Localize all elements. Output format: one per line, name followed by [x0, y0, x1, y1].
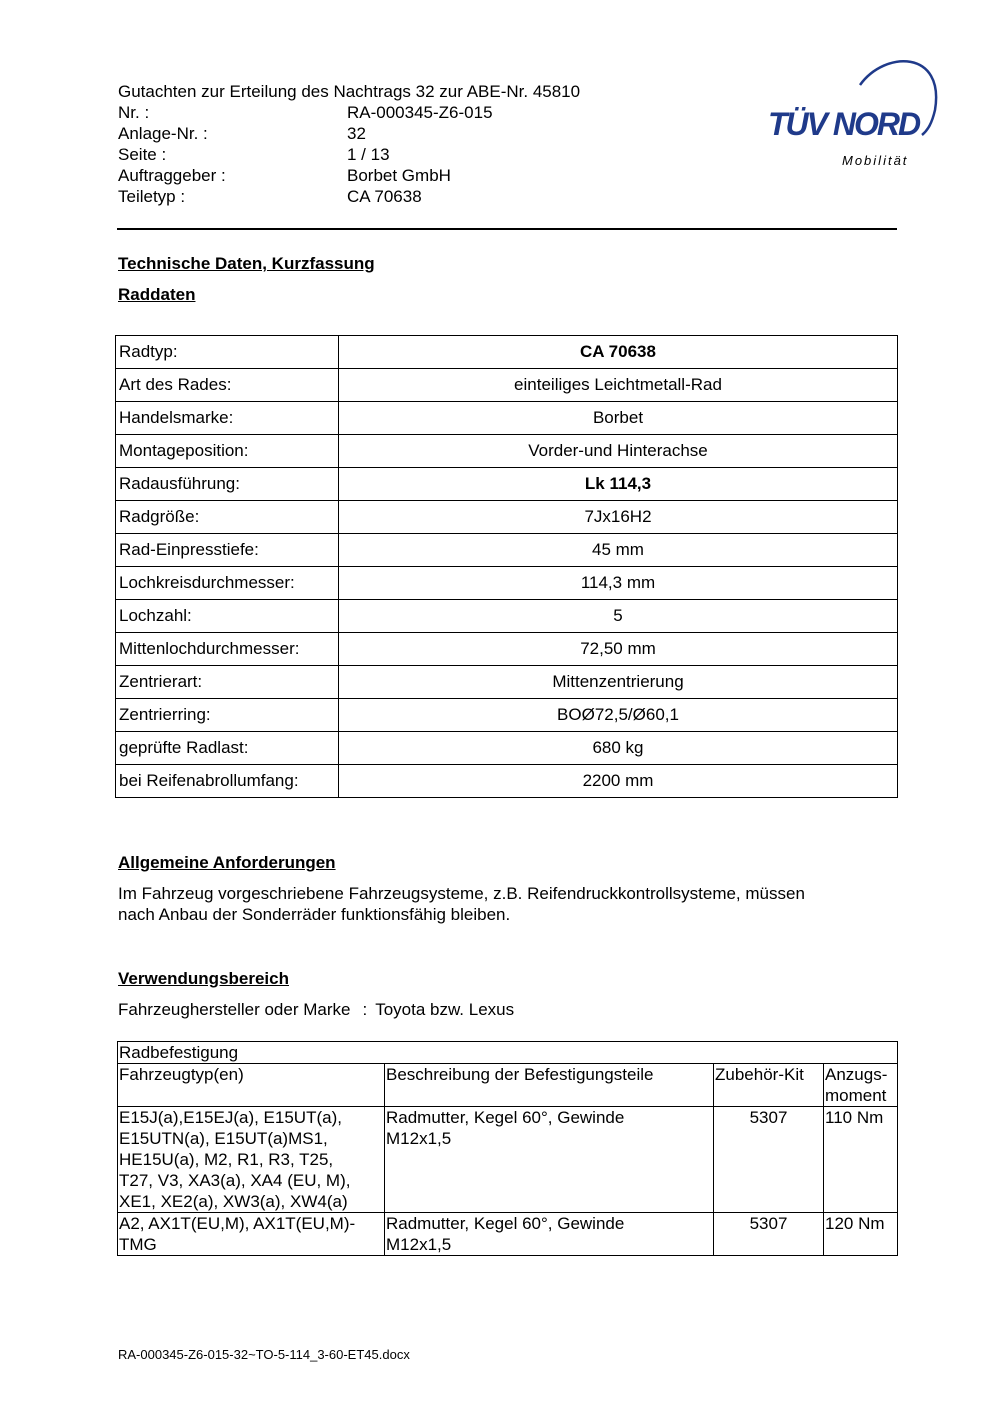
section-title-usage: Verwendungsbereich	[118, 969, 289, 988]
wheel-data-row	[116, 468, 898, 501]
vehicle-types-line: T27, V3, XA3(a), XA4 (EU, M),	[119, 1171, 351, 1190]
accessory-kit-cell: 5307	[714, 1213, 824, 1256]
meta-row-auftraggeber	[118, 165, 451, 186]
wheel-data-value: CA 70638	[339, 336, 898, 369]
header-torque-line-1: Anzugs-	[825, 1065, 888, 1084]
tuv-nord-logo	[760, 55, 945, 170]
meta-value: RA-000345-Z6-015	[347, 103, 493, 122]
description-line: M12x1,5	[386, 1129, 452, 1148]
wheel-data-label: bei Reifenabrollumfang:	[116, 765, 339, 798]
description-cell	[385, 1107, 714, 1213]
wheel-data-value: 2200 mm	[339, 765, 898, 798]
header-torque-line-2: moment	[825, 1086, 887, 1105]
header-accessory-kit: Zubehör-Kit	[714, 1064, 824, 1107]
wheel-data-label: Radgröße:	[116, 501, 339, 534]
wheel-data-label: Art des Rades:	[116, 369, 339, 402]
meta-row-seite	[118, 144, 390, 165]
header-rule	[117, 228, 897, 230]
wheel-data-value: 7Jx16H2	[339, 501, 898, 534]
wheel-data-row	[116, 633, 898, 666]
wheel-data-row	[116, 336, 898, 369]
torque-cell: 110 Nm	[824, 1107, 898, 1213]
vehicle-types-line: HE15U(a), M2, R1, R3, T25,	[119, 1150, 334, 1169]
header-torque	[824, 1064, 898, 1107]
meta-value: 32	[347, 124, 366, 143]
wheel-data-value: 114,3 mm	[339, 567, 898, 600]
wheel-data-row	[116, 369, 898, 402]
section-title-requirements: Allgemeine Anforderungen	[118, 853, 336, 872]
meta-row-teiletyp	[118, 186, 422, 207]
meta-key: Anlage-Nr. :	[118, 124, 208, 143]
wheel-data-value: Vorder-und Hinterachse	[339, 435, 898, 468]
description-line: Radmutter, Kegel 60°, Gewinde	[386, 1214, 625, 1233]
wheel-data-label: Lochzahl:	[116, 600, 339, 633]
wheel-data-label: Radtyp:	[116, 336, 339, 369]
wheel-data-value: 72,50 mm	[339, 633, 898, 666]
vehicle-types-line: TMG	[119, 1235, 157, 1254]
meta-value: CA 70638	[347, 187, 422, 206]
vehicle-types-line: E15J(a),E15EJ(a), E15UT(a),	[119, 1108, 342, 1127]
wheel-data-label: Zentrierring:	[116, 699, 339, 732]
svg-text:Mobilität: Mobilität	[842, 153, 909, 168]
wheel-data-value: Lk 114,3	[339, 468, 898, 501]
tuv-nord-logo-graphic	[760, 55, 945, 170]
vehicle-types-line: A2, AX1T(EU,M), AX1T(EU,M)-	[119, 1214, 356, 1233]
meta-key: Auftraggeber :	[118, 166, 226, 185]
vehicle-types-line: E15UTN(a), E15UT(a)MS1,	[119, 1129, 328, 1148]
vehicle-types-cell	[118, 1213, 385, 1256]
header-description: Beschreibung der Befestigungsteile	[385, 1064, 714, 1107]
manufacturer-label: Fahrzeughersteller oder Marke	[118, 1000, 351, 1019]
meta-row-nr	[118, 102, 493, 123]
table-row	[118, 1107, 898, 1213]
manufacturer-line	[118, 999, 514, 1020]
wheel-data-value: 45 mm	[339, 534, 898, 567]
meta-key: Nr. :	[118, 103, 150, 122]
wheel-data-row	[116, 732, 898, 765]
wheel-data-label: Zentrierart:	[116, 666, 339, 699]
mount-caption-row	[118, 1042, 898, 1064]
description-line: Radmutter, Kegel 60°, Gewinde	[386, 1108, 625, 1127]
wheel-data-row	[116, 501, 898, 534]
manufacturer-separator: :	[362, 1000, 368, 1019]
requirements-text-line-2: nach Anbau der Sonderräder funktionsfähig bleiben.	[118, 905, 511, 924]
meta-key: Seite :	[118, 145, 167, 164]
wheel-data-row	[116, 534, 898, 567]
wheel-data-label: Mittenlochdurchmesser:	[116, 633, 339, 666]
wheel-data-value: Mittenzentrierung	[339, 666, 898, 699]
wheel-data-label: Montageposition:	[116, 435, 339, 468]
wheel-data-row	[116, 402, 898, 435]
wheel-data-label: Radausführung:	[116, 468, 339, 501]
mount-header-row	[118, 1064, 898, 1107]
table-row	[118, 1213, 898, 1256]
wheel-data-value: 680 kg	[339, 732, 898, 765]
wheel-data-value: BOØ72,5/Ø60,1	[339, 699, 898, 732]
wheel-data-row	[116, 666, 898, 699]
wheel-data-label: geprüfte Radlast:	[116, 732, 339, 765]
vehicle-types-line: XE1, XE2(a), XW3(a), XW4(a)	[119, 1192, 348, 1211]
header-vehicle-types: Fahrzeugtyp(en)	[118, 1064, 385, 1107]
mount-caption: Radbefestigung	[118, 1042, 898, 1064]
wheel-data-label: Handelsmarke:	[116, 402, 339, 435]
description-cell	[385, 1213, 714, 1256]
manufacturer-value: Toyota bzw. Lexus	[375, 1000, 515, 1019]
wheel-data-row	[116, 699, 898, 732]
wheel-data-label: Lochkreisdurchmesser:	[116, 567, 339, 600]
requirements-text-line-1: Im Fahrzeug vorgeschriebene Fahrzeugsysteme, z.B. Reifendruckkontrollsysteme, müssen	[118, 884, 805, 903]
wheel-data-row	[116, 765, 898, 798]
meta-value: 1 / 13	[347, 145, 390, 164]
torque-cell: 120 Nm	[824, 1213, 898, 1256]
wheel-data-value: Borbet	[339, 402, 898, 435]
meta-value: Borbet GmbH	[347, 166, 451, 185]
wheel-data-value: einteiliges Leichtmetall-Rad	[339, 369, 898, 402]
wheel-data-table	[115, 335, 898, 798]
vehicle-types-cell	[118, 1107, 385, 1213]
meta-row-anlage	[118, 123, 366, 144]
wheel-data-row	[116, 567, 898, 600]
wheel-data-row	[116, 435, 898, 468]
wheel-data-label: Rad-Einpresstiefe:	[116, 534, 339, 567]
accessory-kit-cell: 5307	[714, 1107, 824, 1213]
footer-filename: RA-000345-Z6-015-32~TO-5-114_3-60-ET45.docx	[118, 1347, 410, 1362]
wheel-data-value: 5	[339, 600, 898, 633]
description-line: M12x1,5	[386, 1235, 452, 1254]
svg-text:TÜV NORD: TÜV NORD	[768, 106, 920, 142]
wheel-data-row	[116, 600, 898, 633]
section-title-technical: Technische Daten, Kurzfassung	[118, 254, 375, 273]
wheel-mounting-table	[117, 1041, 898, 1256]
document-title: Gutachten zur Erteilung des Nachtrags 32 zur ABE-Nr. 45810	[118, 82, 581, 101]
section-subtitle-raddaten: Raddaten	[118, 285, 196, 304]
meta-key: Teiletyp :	[118, 187, 186, 206]
